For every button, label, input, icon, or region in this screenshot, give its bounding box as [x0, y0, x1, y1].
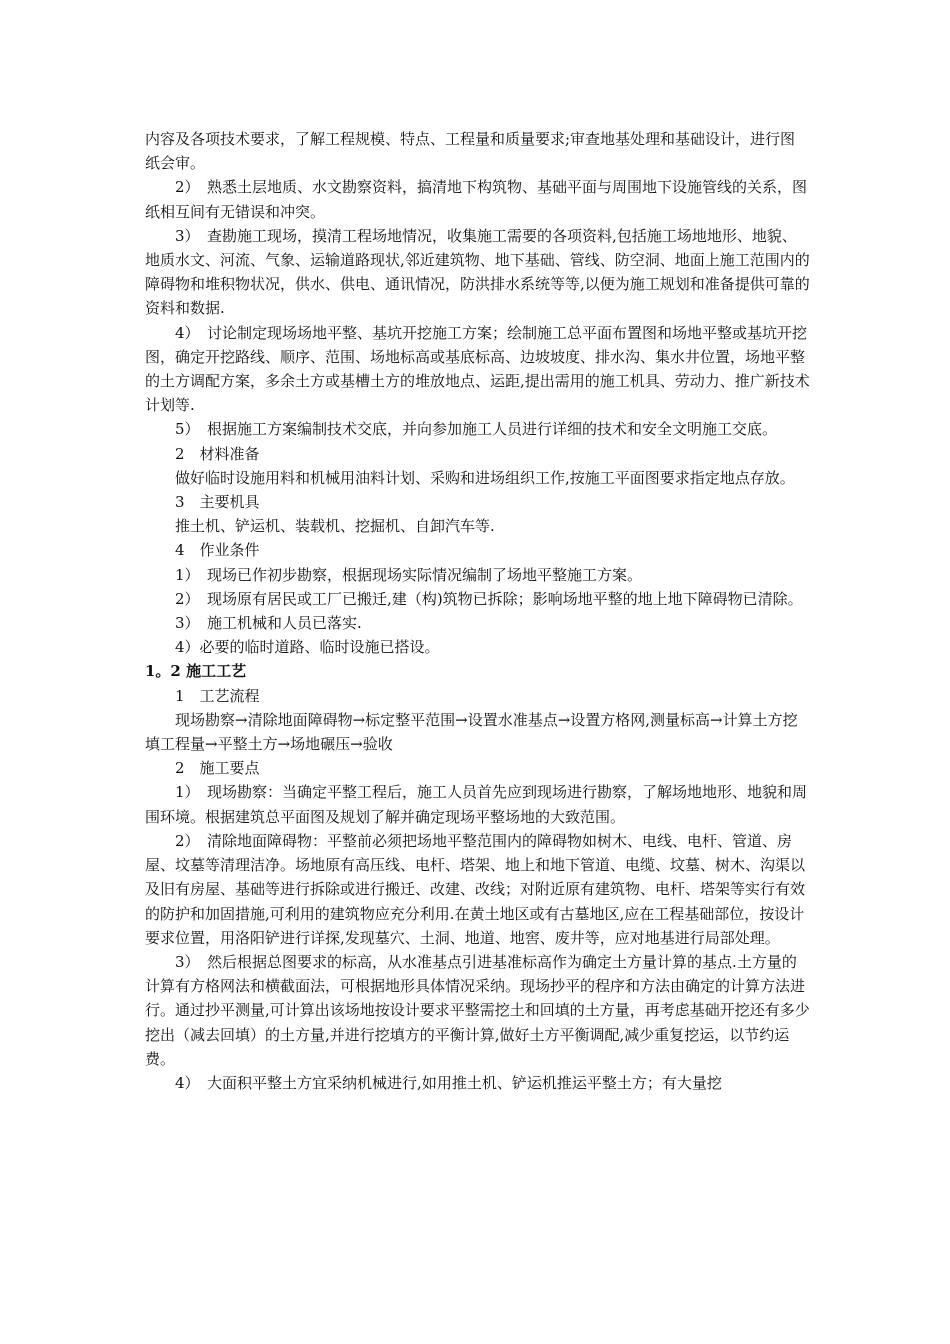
document-body — [145, 127, 810, 1095]
paragraph-condition-3: 3） 施工机械和人员已落实. — [175, 614, 362, 633]
paragraph-point-2: 2） 清除地面障碍物：平整前必须把场地平整范围内的障碍物如树木、电线、电杆、管道、房屋、坟墓等清理洁净。场地原有高压线、电杆、塔架、地上和地下管道、电缆、坟墓、树木、沟渠以及旧有房屋、基础等进行拆除或进行搬迁、改建、改线；对附近原有建筑物、电杆、塔架等实行有效的防护和加固措施,可利用的建筑物应充分利用.在黄土地区或有古墓地区,应在工程基础部位，按设计要求位置，用洛阳铲进行详探,发现墓穴、土洞、地道、地窖、废井等，应对地基进行局部处理。 — [145, 831, 806, 947]
heading-main-equipment: 3 主要机具 — [175, 493, 260, 512]
paragraph-step-2: 2） 熟悉土层地质、水文勘察资料，搞清地下构筑物、基础平面与周围地下设施管线的关系，图纸相互间有无错误和冲突。 — [145, 178, 808, 221]
paragraph-condition-2: 2） 现场原有居民或工厂已搬迁,建（构)筑物已拆除；影响场地平整的地上地下障碍物已清除。 — [175, 589, 803, 608]
paragraph-process-flow: 现场勘察→清除地面障碍物→标定整平范围→设置水准基点→设置方格网,测量标高→计算土方挖填工程量→平整土方→场地碾压→验收 — [145, 710, 798, 754]
paragraph-continuation: 内容及各项技术要求，了解工程规模、特点、工程量和质量要求;审查地基处理和基础设计，进行图纸会审。 — [145, 130, 796, 173]
paragraph-point-1: 1） 现场勘察：当确定平整工程后，施工人员首先应到现场进行勘察，了解场地地形、地貌和周围环境。根据建筑总平面图及规划了解并确定现场平整场地的大致范围。 — [145, 783, 808, 826]
paragraph-step-4: 4） 讨论制定现场场地平整、基坑开挖施工方案；绘制施工总平面布置图和场地平整或基坑开挖图，确定开挖路线、顺序、范围、场地标高或基底标高、边坡坡度、排水沟、集水井位置，场地平整的土方调配方案，多余土方或基槽土方的堆放地点、运距,提出需用的施工机具、劳动力、推广新技术计划等. — [145, 323, 810, 415]
paragraph-condition-4: 4）必要的临时道路、临时设施已搭设。 — [175, 638, 440, 657]
paragraph-material-preparation: 做好临时设施用料和机械用油料计划、采购和进场组织工作,按施工平面图要求指定地点存放。 — [175, 468, 795, 487]
heading-process-flow: 1 工艺流程 — [175, 686, 260, 705]
paragraph-step-3: 3） 查勘施工现场，摸清工程场地情况，收集施工需要的各项资料,包括施工场地地形、地貌、地质水文、河流、气象、运输道路现状,邻近建筑物、地下基础、管线、防空洞、地面上施工范围内的障碍物和堆积物状况，供水、供电、通讯情况，防洪排水系统等等,以便为施工规划和准备提供可靠的资料和数据. — [145, 226, 810, 318]
heading-work-conditions: 4 作业条件 — [175, 541, 260, 560]
paragraph-main-equipment: 推土机、铲运机、装载机、挖掘机、自卸汽车等. — [175, 517, 495, 536]
heading-material-preparation: 2 材料准备 — [175, 444, 260, 463]
paragraph-point-3: 3） 然后根据总图要求的标高，从水准基点引进基准标高作为确定土方量计算的基点.土方量的计算有方格网法和横截面法，可根据地形具体情况采纳。现场抄平的程序和方法由确定的计算方法进行。通过抄平测量,可计算出该场地按设计要求平整需挖土和回填的土方量，再考虑基础开挖还有多少挖出（减去回填）的土方量,并进行挖填方的平衡计算,做好土方平衡调配,减少重复挖运，以节约运费。 — [145, 952, 810, 1068]
heading-key-points: 2 施工要点 — [175, 759, 260, 778]
paragraph-step-5: 5） 根据施工方案编制技术交底，并向参加施工人员进行详细的技术和安全文明施工交底。 — [175, 420, 778, 439]
section-heading-construction-process: 1。2 施工工艺 — [145, 662, 247, 681]
paragraph-point-4: 4） 大面积平整土方宜采纳机械进行,如用推土机、铲运机推运平整土方；有大量挖 — [175, 1073, 722, 1092]
paragraph-condition-1: 1） 现场已作初步勘察，根据现场实际情况编制了场地平整施工方案。 — [175, 565, 643, 584]
